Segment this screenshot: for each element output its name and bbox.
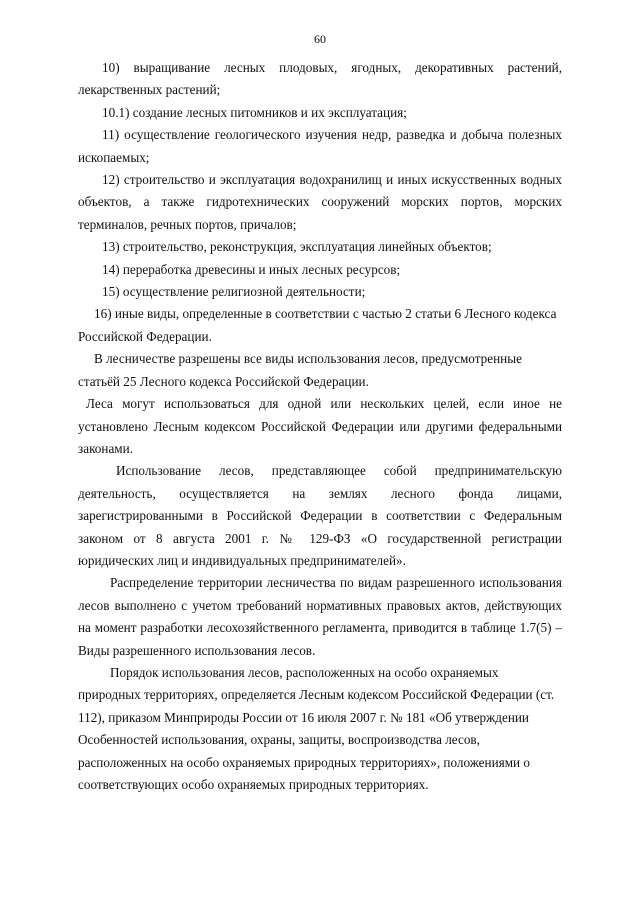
paragraph-item-13: 13) строительство, реконструкция, эксплуатация линейных объектов; [102,239,492,255]
paragraph-distribution: Распределение территории лесничества по видам разрешенного использования лесов выполнено с учетом требований нормативных правовых актов, действующих на момент разработки лесохозяйственного регламента, приводится в таблице 1.7(5) – Виды разрешенного использования лесов. [78,575,562,658]
paragraph-item-10: 10) выращивание лесных плодовых, ягодных, декоративных растений, лекарственных растений; [78,60,562,98]
paragraph-item-16: 16) иные виды, определенные в соответствии с частью 2 статьи 6 Лесного кодекса Российской Федерации. [78,306,557,344]
paragraph-allowed-uses: В лесничестве разрешены все виды использования лесов, предусмотренные статьёй 25 Лесного кодекса Российской Федерации. [78,351,522,389]
paragraph-item-14: 14) переработка древесины и иных лесных ресурсов; [102,261,401,277]
paragraph-purposes: Леса могут использоваться для одной или нескольких целей, если иное не установлено Лесным кодексом Российской Федерации или другими федеральными законами. [78,396,562,456]
paragraph-item-11: 11) осуществление геологического изучения недр, разведка и добыча полезных ископаемых; [78,127,562,165]
paragraph-item-15: 15) осуществление религиозной деятельности; [102,284,366,300]
paragraph-entrepreneurship: Использование лесов, представляющее собой предпринимательскую деятельность, осуществляется на землях лесного фонда лицами, зарегистрированными в Российской Федерации в соответствии с Федеральным законом от 8 августа 2001 г. № 129-ФЗ «О государственной регистрации юридических лиц и индивидуальных предпринимателей». [78,463,562,568]
paragraph-item-10-1: 10.1) создание лесных питомников и их эксплуатация; [102,104,407,120]
page-number: 60 [314,32,326,46]
document-body [78,57,562,796]
paragraph-item-12: 12) строительство и эксплуатация водохранилищ и иных искусственных водных объектов, а также гидротехнических сооружений морских портов, морских терминалов, речных портов, причалов; [78,172,562,232]
paragraph-protected-areas: Порядок использования лесов, расположенных на особо охраняемых природных территориях, определяется Лесным кодексом Российской Федерации (ст. 112), приказом Минприроды России от 16 июля 2007 г. № 181 «Об утверждении Особенностей использования, охраны, защиты, воспроизводства лесов, расположенных на особо охраняемых природных территориях», положениями о соответствующих особо охраняемых природных территориях. [78,664,555,792]
